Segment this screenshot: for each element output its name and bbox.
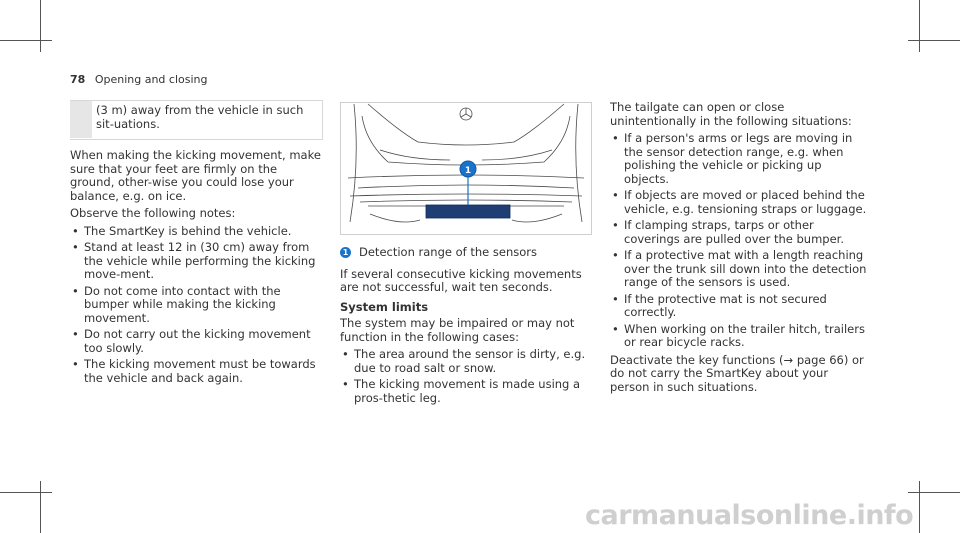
crop-mark [40, 481, 41, 533]
column-middle [340, 246, 596, 409]
list-item: • When working on the trailer hitch, trailers or rear bicycle racks. [610, 323, 868, 350]
deactivate-paragraph: Deactivate the key functions (→ page 66) or do not carry the SmartKey about your person in such situations. [610, 352, 864, 394]
retry-paragraph: If several consecutive kicking movements are not successful, wait ten seconds. [340, 266, 582, 294]
crop-mark [40, 0, 41, 52]
warning-text: (3 m) away from the vehicle in such sit-uations. [96, 103, 304, 131]
column-right [610, 101, 868, 398]
list-item: • Do not come into contact with the bumper while making the kicking movement. [70, 285, 324, 326]
watermark: carmanualsonline.info [585, 500, 914, 531]
list-item: • Stand at least 12 in (30 cm) away from the vehicle while performing the kicking move-ment. [70, 241, 324, 282]
crop-mark [0, 492, 52, 493]
vehicle-rear-drawing [340, 102, 592, 235]
caption-text: Detection range of the sensors [359, 245, 537, 259]
list-item: • The area around the sensor is dirty, e.g. due to road salt or snow. [340, 348, 596, 375]
column-left [70, 149, 324, 389]
sensor-detection-zone [426, 205, 510, 218]
list-item: • Do not carry out the kicking movement too slowly. [70, 328, 324, 355]
page-number: 78 [70, 73, 86, 86]
observe-paragraph: Observe the following notes: [70, 206, 236, 220]
crop-mark [919, 0, 920, 52]
section-title: Opening and closing [94, 73, 208, 86]
list-item: • If a protective mat with a length reaching over the trunk sill down into the detection range of the sensors is used. [610, 249, 868, 290]
crop-mark [908, 40, 960, 41]
list-item: • The kicking movement must be towards the vehicle and back again. [70, 358, 324, 385]
list-item: • If clamping straps, tarps or other coverings are pulled over the bumper. [610, 219, 868, 246]
vehicle-rear-illustration [340, 102, 592, 235]
list-item: • If objects are moved or placed behind the vehicle, e.g. tensioning straps or luggage. [610, 189, 868, 216]
list-item: • The SmartKey is behind the vehicle. [70, 225, 324, 239]
tailgate-intro: The tailgate can open or close unintentionally in the following situations: [610, 100, 852, 128]
limits-intro: The system may be impaired or may not function in the following cases: [340, 316, 575, 344]
page-header [70, 73, 207, 86]
crop-mark [908, 492, 960, 493]
list-item: • If a person's arms or legs are moving in the sensor detection range, e.g. when polishing the vehicle or picking up objects. [610, 132, 868, 186]
intro-paragraph: When making the kicking movement, make sure that your feet are firmly on the ground, other-wise you could lose your balance, e.g. on ice. [70, 148, 321, 203]
list-item: • The kicking movement is made using a pros-thetic leg. [340, 378, 596, 405]
crop-mark [0, 40, 52, 41]
callout-number: 1 [464, 166, 472, 176]
figure-caption [340, 246, 596, 260]
caption-badge: 1 [340, 247, 351, 258]
crop-mark [919, 481, 920, 533]
situations-list [610, 132, 868, 350]
notes-list [70, 225, 324, 386]
list-item: • If the protective mat is not secured correctly. [610, 293, 868, 320]
limits-list [340, 348, 596, 405]
system-limits-heading: System limits [340, 299, 429, 314]
